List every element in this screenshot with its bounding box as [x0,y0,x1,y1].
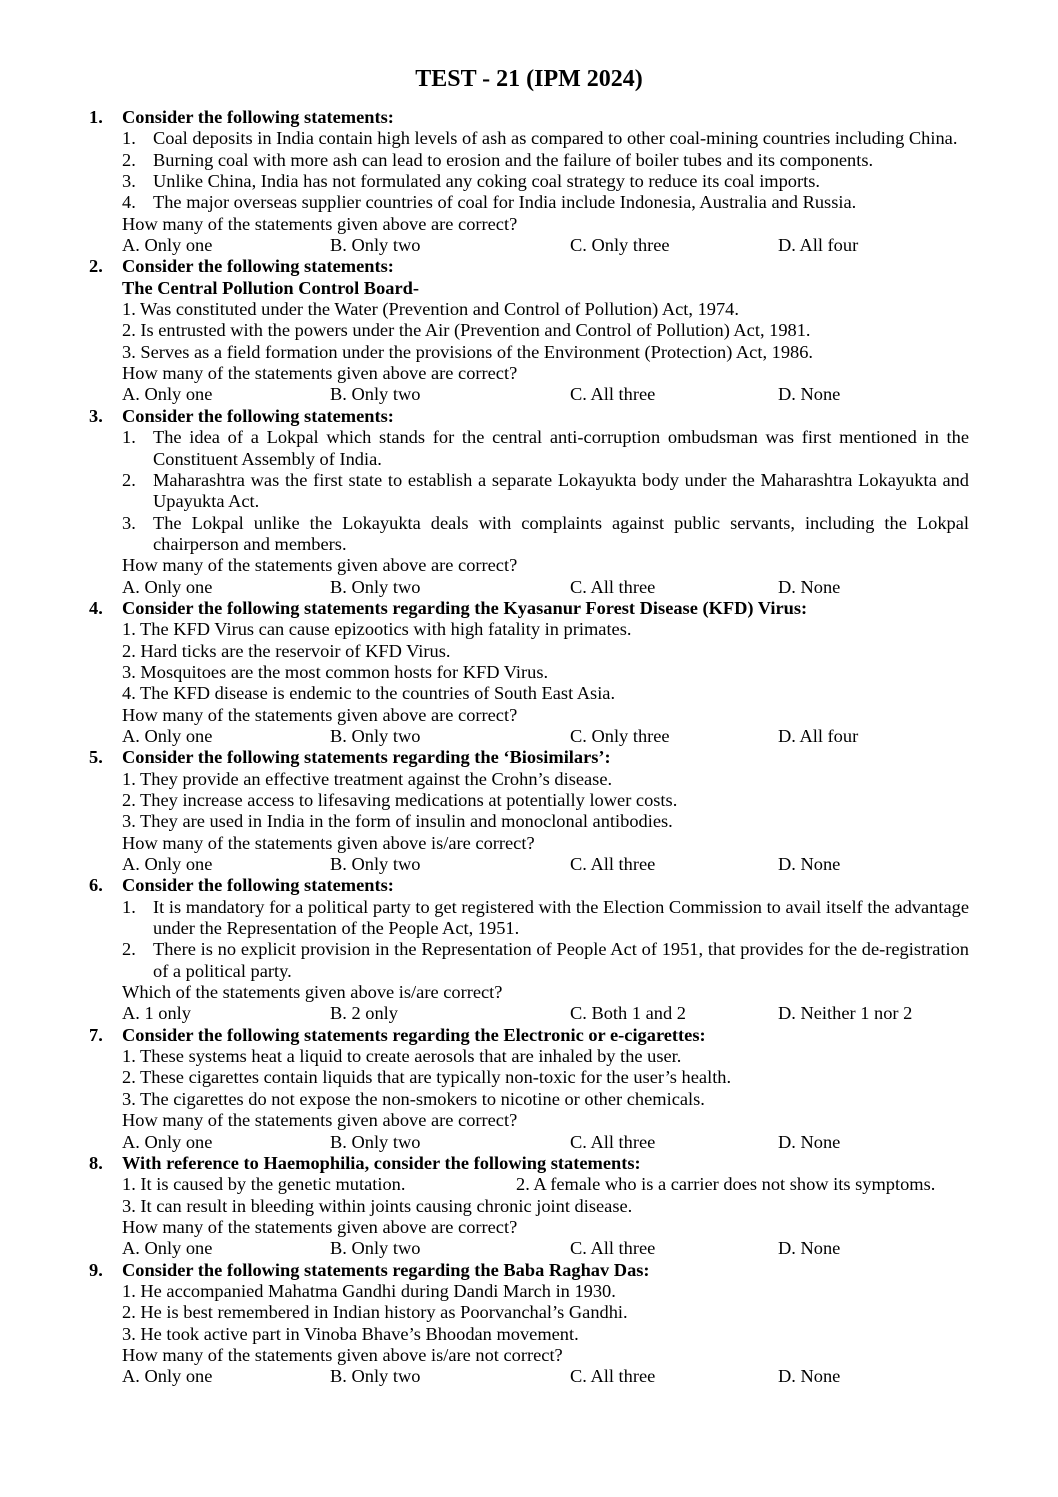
statement-line: 1. They provide an effective treatment against the Crohn’s disease. [122,768,613,789]
statement-number: 2. [122,149,136,170]
question-number: 9. [89,1259,103,1280]
question-number: 8. [89,1152,103,1173]
answer-options [122,1366,969,1387]
question-3 [0,406,1058,598]
question-heading: Consider the following statements regarding the ‘Biosimilars’: [122,747,611,768]
option-d: D. None [778,854,841,875]
option-b: B. 2 only [330,1003,398,1024]
question-number: 4. [89,597,103,618]
statement-line: 2. He is best remembered in Indian history as Poorvanchal’s Gandhi. [122,1302,628,1323]
question-prompt: How many of the statements given above are correct? [122,363,518,384]
statement-text: The major overseas supplier countries of coal for India include Indonesia, Australia and Russia. [153,192,857,213]
answer-options [122,384,969,405]
option-b: B. Only two [330,1366,421,1387]
question-4 [0,598,1058,747]
statement-number: 4. [122,192,136,213]
option-a: A. 1 only [122,1003,191,1024]
option-d: D. None [778,1238,841,1259]
statement-number: 1. [122,128,136,149]
statement [122,427,969,470]
statement-number: 2. [122,469,136,490]
question-heading: Consider the following statements: [122,875,394,896]
option-b: B. Only two [330,384,421,405]
statement-line: 2. Is entrusted with the powers under the Air (Prevention and Control of Pollution) Act, 1981. [122,320,811,341]
question-prompt: How many of the statements given above are correct? [122,213,518,234]
option-b: B. Only two [330,854,421,875]
option-b: B. Only two [330,725,421,746]
statement-line: 2. A female who is a carrier does not show its symptoms. [516,1174,936,1195]
question-number: 6. [89,875,103,896]
statement-line: 1. It is caused by the genetic mutation. [122,1174,406,1195]
page-title: TEST - 21 (IPM 2024) [415,66,643,92]
option-c: C. Only three [570,235,670,256]
answer-options [122,577,969,598]
answer-options [122,1003,969,1024]
statement-line: 3. Mosquitoes are the most common hosts for KFD Virus. [122,661,549,682]
option-d: D. All four [778,725,859,746]
question-number: 3. [89,405,103,426]
question-prompt: How many of the statements given above are correct? [122,704,518,725]
statement-text: The Lokpal unlike the Lokayukta deals with complaints against public servants, including the Lokpal chairperson and members. [153,512,969,554]
question-2 [0,256,1058,405]
statement-line: 3. He took active part in Vinoba Bhave’s Bhoodan movement. [122,1323,579,1344]
statement-line: 2. These cigarettes contain liquids that are typically non-toxic for the user’s health. [122,1067,732,1088]
option-a: A. Only one [122,854,213,875]
statement-line: 1. Was constituted under the Water (Prevention and Control of Pollution) Act, 1974. [122,299,739,320]
statement-number: 1. [122,427,136,448]
question-prompt: How many of the statements given above are correct? [122,1110,518,1131]
option-c: C. Both 1 and 2 [570,1003,686,1024]
option-b: B. Only two [330,576,421,597]
answer-options [122,235,969,256]
option-a: A. Only one [122,1238,213,1259]
statement-text: Burning coal with more ash can lead to erosion and the failure of boiler tubes and its components. [153,149,874,170]
question-heading: With reference to Haemophilia, consider the following statements: [122,1152,641,1173]
option-a: A. Only one [122,576,213,597]
option-c: C. Only three [570,725,670,746]
question-subheading: The Central Pollution Control Board- [122,277,419,298]
statement-line: 3. They are used in India in the form of insulin and monoclonal antibodies. [122,811,673,832]
option-d: D. None [778,1366,841,1387]
statement [122,939,969,982]
option-a: A. Only one [122,1366,213,1387]
question-8 [0,1153,1058,1260]
statement-number: 2. [122,939,136,960]
question-number: 2. [89,256,103,277]
statement-pair [122,1174,969,1195]
statement [122,470,969,513]
statement-line: 4. The KFD disease is endemic to the countries of South East Asia. [122,683,616,704]
option-b: B. Only two [330,1238,421,1259]
option-a: A. Only one [122,1131,213,1152]
question-heading: Consider the following statements: [122,405,394,426]
statement [122,171,969,192]
statement-text: Unlike China, India has not formulated any coking coal strategy to reduce its coal imports. [153,171,820,192]
question-9 [0,1260,1058,1388]
question-heading: Consider the following statements regarding the Kyasanur Forest Disease (KFD) Virus: [122,597,808,618]
statement-line: 1. These systems heat a liquid to create aerosols that are inhaled by the user. [122,1046,682,1067]
statement-number: 3. [122,171,136,192]
answer-options [122,1132,969,1153]
question-prompt: Which of the statements given above is/are correct? [122,982,503,1003]
statement [122,150,969,171]
option-c: C. All three [570,854,656,875]
question-5 [0,747,1058,875]
statement-line: 3. The cigarettes do not expose the non-smokers to nicotine or other chemicals. [122,1088,705,1109]
statement-number: 3. [122,512,136,533]
question-6 [0,875,1058,1024]
question-1 [0,107,1058,256]
statement-line: 1. He accompanied Mahatma Gandhi during Dandi March in 1930. [122,1280,616,1301]
statement-line: 3. Serves as a field formation under the provisions of the Environment (Protection) Act, 1986. [122,341,814,362]
option-d: D. None [778,384,841,405]
question-number: 5. [89,747,103,768]
question-heading: Consider the following statements: [122,256,394,277]
statement-text: There is no explicit provision in the Representation of People Act of 1951, that provides for the de-registration of a political party. [153,939,969,981]
option-c: C. All three [570,1131,656,1152]
question-list [0,107,1058,1388]
question-7 [0,1025,1058,1153]
option-c: C. All three [570,1366,656,1387]
option-c: C. All three [570,1238,656,1259]
question-heading: Consider the following statements regarding the Electronic or e-cigarettes: [122,1024,706,1045]
option-b: B. Only two [330,1131,421,1152]
statement-text: Coal deposits in India contain high levels of ash as compared to other coal-mining countries including China. [153,128,958,149]
option-b: B. Only two [330,235,421,256]
answer-options [122,1238,969,1259]
option-a: A. Only one [122,725,213,746]
question-number: 7. [89,1024,103,1045]
option-c: C. All three [570,576,656,597]
question-heading: Consider the following statements: [122,107,394,127]
option-d: D. All four [778,235,859,256]
statement [122,192,969,213]
statement-text: The idea of a Lokpal which stands for the central anti-corruption ombudsman was first mentioned in the Constituent Assembly of India. [153,427,969,469]
statement-number: 1. [122,896,136,917]
question-heading: Consider the following statements regarding the Baba Raghav Das: [122,1259,650,1280]
option-a: A. Only one [122,235,213,256]
option-a: A. Only one [122,384,213,405]
answer-options [122,726,969,747]
question-prompt: How many of the statements given above are correct? [122,555,518,576]
question-number: 1. [89,107,103,127]
statement-line: 3. It can result in bleeding within joints causing chronic joint disease. [122,1195,633,1216]
option-d: D. None [778,576,841,597]
statement-text: It is mandatory for a political party to get registered with the Election Commission to avail itself the advantage under the Representation of the People Act, 1951. [153,896,969,939]
option-c: C. All three [570,384,656,405]
question-prompt: How many of the statements given above is/are not correct? [122,1344,563,1365]
statement [122,513,969,556]
question-prompt: How many of the statements given above is/are correct? [122,832,535,853]
option-d: D. Neither 1 nor 2 [778,1003,913,1024]
statement-text: Maharashtra was the first state to establish a separate Lokayukta body under the Maharashtra Lokayukta and Upayukta Act. [153,469,969,512]
statement-line: 2. They increase access to lifesaving medications at potentially lower costs. [122,790,678,810]
answer-options [122,854,969,875]
question-prompt: How many of the statements given above are correct? [122,1216,518,1237]
statement-line: 2. Hard ticks are the reservoir of KFD Virus. [122,640,451,661]
option-d: D. None [778,1131,841,1152]
statement [122,128,969,149]
statement [122,897,969,940]
statement-line: 1. The KFD Virus can cause epizootics with high fatality in primates. [122,619,632,640]
